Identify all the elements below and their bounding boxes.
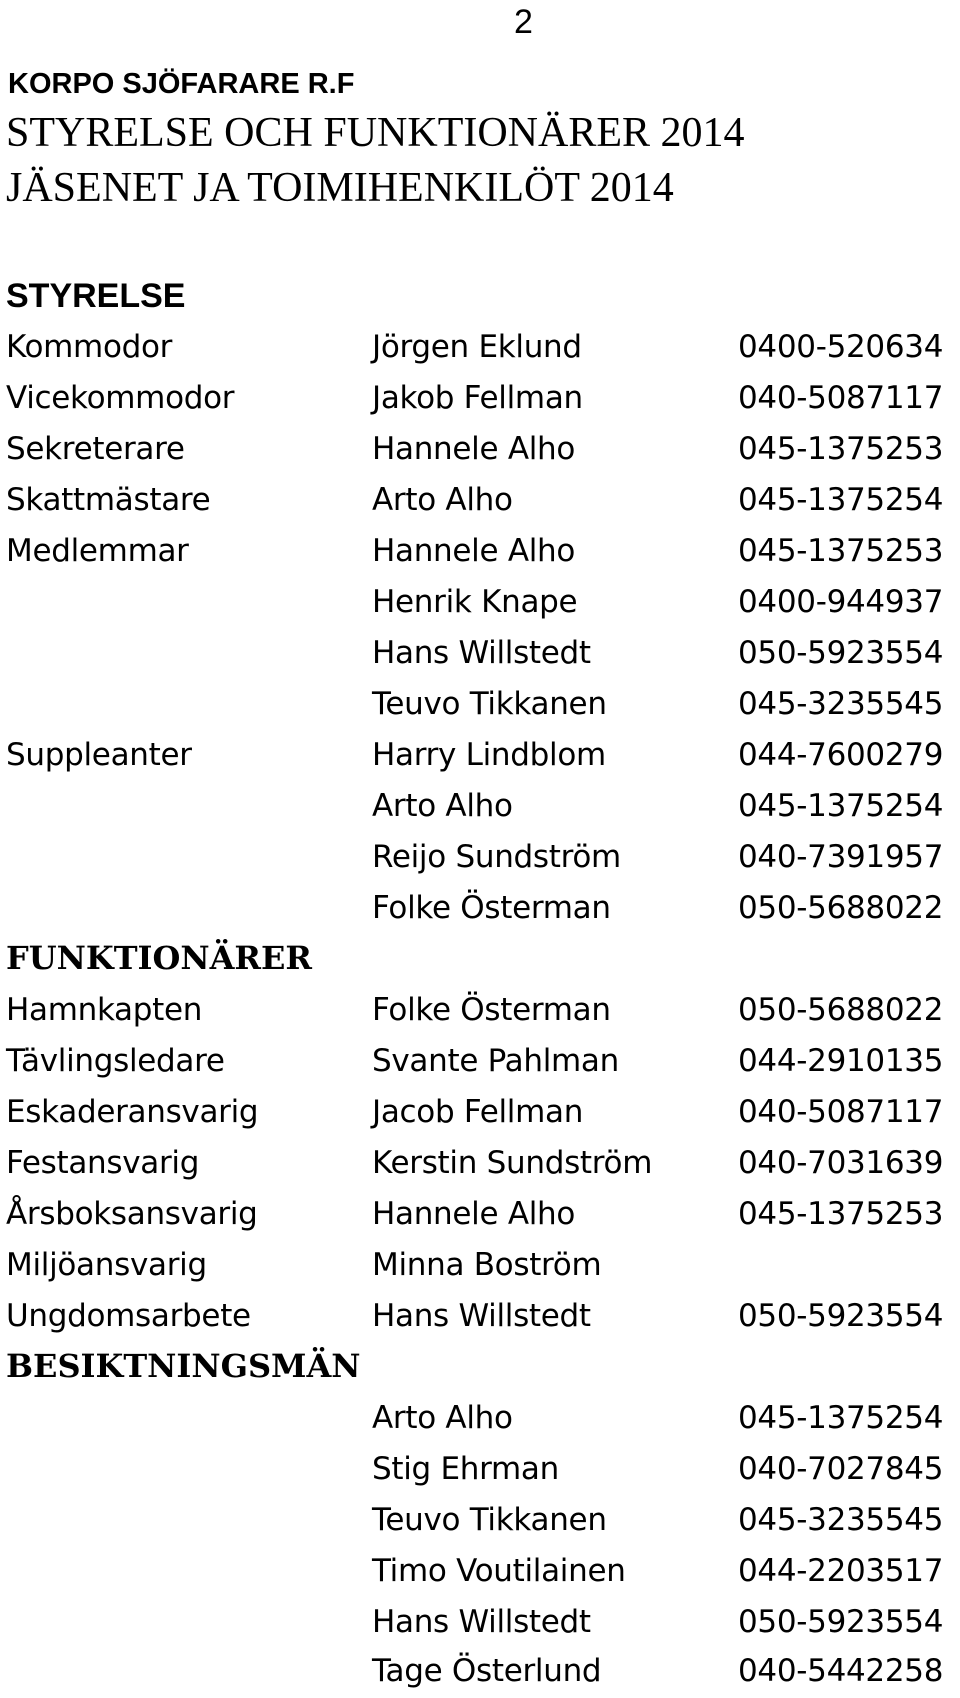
- role: Vicekommodor: [6, 380, 235, 416]
- phone-number: 040-7031639: [738, 1145, 944, 1181]
- phone-number: 044-2203517: [738, 1553, 944, 1589]
- besiktningsman-row: [0, 1393, 960, 1443]
- person-name: Stig Ehrman: [372, 1451, 559, 1487]
- funktionarer-row: [0, 1291, 960, 1341]
- phone-number: 050-5923554: [738, 1298, 944, 1334]
- person-name: Folke Österman: [372, 890, 611, 926]
- person-name: Arto Alho: [372, 1400, 513, 1436]
- phone-number: 050-5688022: [738, 992, 944, 1028]
- styrelse-row: [0, 730, 960, 780]
- person-name: Jacob Fellman: [372, 1094, 584, 1130]
- role: Skattmästare: [6, 482, 211, 518]
- role: Sekreterare: [6, 431, 185, 467]
- phone-number: 050-5923554: [738, 1604, 944, 1640]
- phone-number: 045-1375254: [738, 788, 944, 824]
- person-name: Hans Willstedt: [372, 635, 591, 671]
- funktionarer-row: [0, 1138, 960, 1188]
- person-name: Kerstin Sundström: [372, 1145, 653, 1181]
- besiktningsman-row: [0, 1546, 960, 1596]
- phone-number: 045-1375253: [738, 431, 944, 467]
- phone-number: 0400-944937: [738, 584, 944, 620]
- phone-number: 044-2910135: [738, 1043, 944, 1079]
- phone-number: 050-5688022: [738, 890, 944, 926]
- styrelse-row: [0, 424, 960, 474]
- person-name: Svante Pahlman: [372, 1043, 619, 1079]
- role: Festansvarig: [6, 1145, 200, 1181]
- person-name: Jörgen Eklund: [372, 329, 582, 365]
- phone-number: 045-1375254: [738, 482, 944, 518]
- besiktningsman-row: [0, 1597, 960, 1647]
- role: Tävlingsledare: [6, 1043, 225, 1079]
- person-name: Jakob Fellman: [372, 380, 583, 416]
- person-name: Reijo Sundström: [372, 839, 621, 875]
- person-name: Hannele Alho: [372, 533, 576, 569]
- styrelse-row: [0, 628, 960, 678]
- person-name: Hannele Alho: [372, 1196, 576, 1232]
- section-heading-styrelse: STYRELSE: [6, 277, 186, 315]
- role: Ungdomsarbete: [6, 1298, 251, 1334]
- person-name: Hans Willstedt: [372, 1604, 591, 1640]
- person-name: Hannele Alho: [372, 431, 576, 467]
- phone-number: 0400-520634: [738, 329, 944, 365]
- person-name: Teuvo Tikkanen: [372, 1502, 607, 1538]
- styrelse-row: [0, 577, 960, 627]
- funktionarer-row: [0, 1240, 960, 1290]
- phone-number: 045-1375253: [738, 1196, 944, 1232]
- role: Kommodor: [6, 329, 173, 365]
- phone-number: 045-1375254: [738, 1400, 944, 1436]
- club-name: KORPO SJÖFARARE R.F: [8, 68, 355, 100]
- styrelse-row: [0, 373, 960, 423]
- role: Miljöansvarig: [6, 1247, 207, 1283]
- styrelse-row: [0, 883, 960, 933]
- besiktningsman-row: [0, 1646, 960, 1696]
- page-title-swedish: STYRELSE OCH FUNKTIONÄRER 2014: [6, 110, 745, 156]
- phone-number: 045-1375253: [738, 533, 944, 569]
- phone-number: 040-7027845: [738, 1451, 944, 1487]
- besiktningsman-row: [0, 1495, 960, 1545]
- phone-number: 040-7391957: [738, 839, 944, 875]
- styrelse-row: [0, 526, 960, 576]
- person-name: Teuvo Tikkanen: [372, 686, 607, 722]
- styrelse-row: [0, 475, 960, 525]
- funktionarer-row: [0, 985, 960, 1035]
- phone-number: 045-3235545: [738, 1502, 944, 1538]
- funktionarer-row: [0, 1189, 960, 1239]
- styrelse-row: [0, 679, 960, 729]
- section-heading-funktionarer: FUNKTIONÄRER: [6, 939, 312, 977]
- page-title-finnish: JÄSENET JA TOIMIHENKILÖT 2014: [6, 165, 674, 211]
- person-name: Folke Österman: [372, 992, 611, 1028]
- person-name: Arto Alho: [372, 482, 513, 518]
- styrelse-row: [0, 322, 960, 372]
- role: Eskaderansvarig: [6, 1094, 259, 1130]
- person-name: Timo Voutilainen: [372, 1553, 626, 1589]
- person-name: Hans Willstedt: [372, 1298, 591, 1334]
- person-name: Tage Österlund: [372, 1653, 602, 1689]
- phone-number: 045-3235545: [738, 686, 944, 722]
- person-name: Henrik Knape: [372, 584, 578, 620]
- phone-number: 040-5442258: [738, 1653, 944, 1689]
- person-name: Arto Alho: [372, 788, 513, 824]
- section-heading-besiktningsman: BESIKTNINGSMÄN: [6, 1347, 361, 1385]
- person-name: Harry Lindblom: [372, 737, 606, 773]
- role: Suppleanter: [6, 737, 192, 773]
- funktionarer-row: [0, 1087, 960, 1137]
- role: Hamnkapten: [6, 992, 203, 1028]
- phone-number: 050-5923554: [738, 635, 944, 671]
- phone-number: 040-5087117: [738, 1094, 944, 1130]
- person-name: Minna Boström: [372, 1247, 602, 1283]
- phone-number: 044-7600279: [738, 737, 944, 773]
- phone-number: 040-5087117: [738, 380, 944, 416]
- styrelse-row: [0, 781, 960, 831]
- role: Medlemmar: [6, 533, 189, 569]
- role: Årsboksansvarig: [6, 1196, 258, 1232]
- styrelse-row: [0, 832, 960, 882]
- funktionarer-row: [0, 1036, 960, 1086]
- besiktningsman-row: [0, 1444, 960, 1494]
- page-number: 2: [514, 3, 533, 41]
